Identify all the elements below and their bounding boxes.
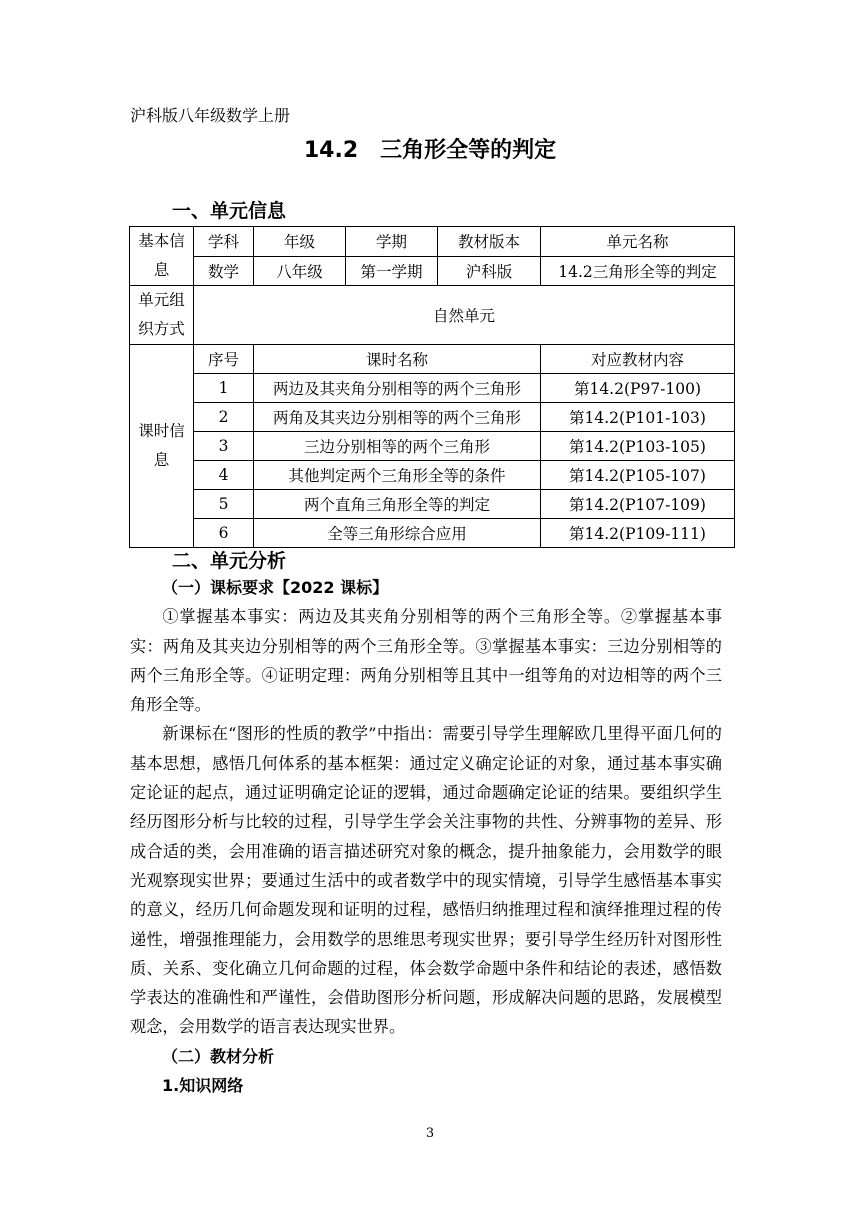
lesson-index: 1 [194,374,254,403]
table-row [130,403,735,432]
basic-info-label: 基本信息 [130,227,194,286]
table-row [130,490,735,519]
document-title [0,133,860,164]
table-row [130,227,735,257]
paragraph-standards: ①掌握基本事实：两边及其夹角分别相等的两个三角形全等。②掌握基本事实：两角及其夹边分别相等的两个三角形全等。③掌握基本事实：三边分别相等的两个三角形全等。④证明定理：两角分别相等且其中一组等角的对边相等的两个三角形全等。 [130,607,722,715]
book-header: 沪科版八年级数学上册 [130,106,291,125]
org-method-value: 自然单元 [194,286,735,345]
table-row [130,256,735,286]
table-header-cell: 教材版本 [438,227,541,257]
table-header-cell: 序号 [194,345,254,374]
lesson-content: 第14.2(P105-107) [541,461,735,490]
lesson-name: 全等三角形综合应用 [254,519,541,548]
subheading-curriculum: （一）课标要求【2022 课标】 [162,578,389,597]
subheading-textbook: （二）教材分析 [162,1046,275,1066]
table-row [130,461,735,490]
table-header-cell: 年级 [254,227,346,257]
table-cell: 第一学期 [346,256,438,286]
table-row [130,286,735,345]
lesson-content: 第14.2(P107-109) [541,490,735,519]
lesson-index: 3 [194,432,254,461]
analysis-body [130,573,722,1100]
lesson-name: 两边及其夹角分别相等的两个三角形 [254,374,541,403]
table-header-cell: 学期 [346,227,438,257]
section-heading-unit-analysis: 二、单元分析 [172,550,287,572]
lesson-index: 5 [194,490,254,519]
table-row [130,345,735,374]
lesson-content: 第14.2(P103-105) [541,432,735,461]
table-header-cell: 单元名称 [541,227,735,257]
lesson-content: 第14.2(P97-100) [541,374,735,403]
lesson-name: 三边分别相等的两个三角形 [254,432,541,461]
table-header-cell: 学科 [194,227,254,257]
lesson-name: 两角及其夹边分别相等的两个三角形 [254,403,541,432]
lesson-name: 其他判定两个三角形全等的条件 [254,461,541,490]
subheading-knowledge-network: 1.知识网络 [162,1076,244,1096]
paragraph-curriculum: 新课标在“图形的性质的教学”中指出：需要引导学生理解欧几里得平面几何的基本思想，感悟几何体系的基本框架：通过定义确定论证的对象，通过基本事实确定论证的起点，通过证明确定论证的逻辑，通过命题确定论证的结果。要组织学生经历图形分析与比较的过程，引导学生学会关注事物的共性、分辨事物的差异、形成合适的类，会用准确的语言描述研究对象的概念，提升抽象能力，会用数学的眼光观察现实世界；要通过生活中的或者数学中的现实情境，引导学生感悟基本事实的意义，经历几何命题发现和证明的过程，感悟归纳推理过程和演绎推理过程的传递性，增强推理能力，会用数学的思维思考现实世界；要引导学生经历针对图形性质、关系、变化确立几何命题的过程，体会数学命题中条件和结论的表述，感悟数学表达的准确性和严谨性，会借助图形分析问题，形成解决问题的思路，发展模型观念，会用数学的语言表达现实世界。 [130,724,722,1037]
lesson-content: 第14.2(P101-103) [541,403,735,432]
title-number: 14.2 [303,138,359,163]
table-cell: 数学 [194,256,254,286]
title-text: 三角形全等的判定 [380,138,557,163]
page-number: 3 [425,1126,435,1141]
table-cell: 八年级 [254,256,346,286]
table-row [130,374,735,403]
table-row [130,432,735,461]
lesson-index: 6 [194,519,254,548]
lesson-content: 第14.2(P109-111) [541,519,735,548]
table-cell: 沪科版 [438,256,541,286]
section-heading-unit-info: 一、单元信息 [172,200,287,222]
table-header-cell: 课时名称 [254,345,541,374]
lesson-info-label: 课时信息 [130,345,194,548]
lesson-index: 2 [194,403,254,432]
lesson-name: 两个直角三角形全等的判定 [254,490,541,519]
table-row [130,519,735,548]
table-header-cell: 对应教材内容 [541,345,735,374]
table-cell: 14.2三角形全等的判定 [541,256,735,286]
lesson-index: 4 [194,461,254,490]
unit-info-table [129,226,735,548]
org-method-label: 单元组织方式 [130,286,194,345]
